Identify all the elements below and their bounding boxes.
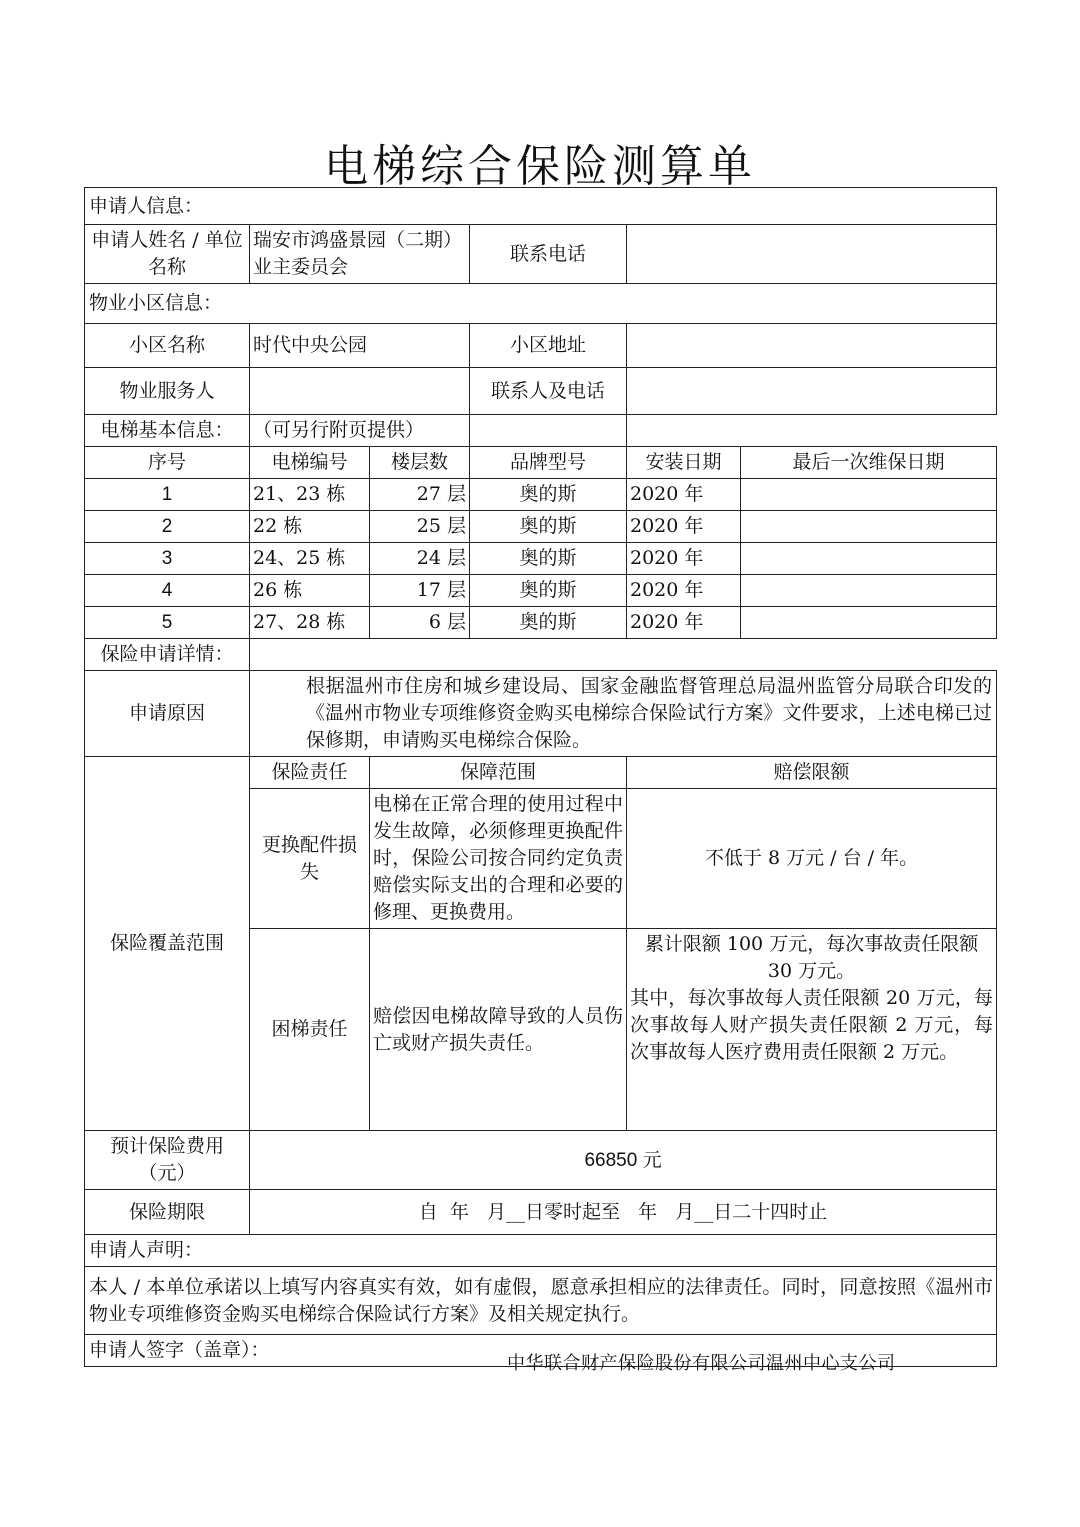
table-row bbox=[85, 511, 997, 543]
row-last-maintenance bbox=[741, 479, 997, 511]
col-header-last-maintenance: 最后一次维保日期 bbox=[741, 447, 997, 479]
period-label: 保险期限 bbox=[85, 1190, 250, 1235]
applicant-name-value: 瑞安市鸿盛景园（二期）业主委员会 bbox=[250, 225, 470, 284]
row-index: 1 bbox=[85, 479, 250, 511]
row-last-maintenance bbox=[741, 575, 997, 607]
insurance-section-heading: 保险申请详情： bbox=[85, 639, 250, 671]
row-brand: 奥的斯 bbox=[470, 607, 627, 639]
declaration-text: 本人 / 本单位承诺以上填写内容真实有效，如有虚假，愿意承担相应的法律责任。同时，同意按照《温州市物业专项维修资金购买电梯综合保险试行方案》及相关规定执行。 bbox=[85, 1267, 997, 1335]
row-last-maintenance bbox=[741, 543, 997, 575]
col-header-brand: 品牌型号 bbox=[470, 447, 627, 479]
table-row bbox=[85, 575, 997, 607]
insurance-form-table bbox=[84, 187, 997, 1367]
row-install-date: 2020 年 bbox=[627, 511, 741, 543]
table-row bbox=[85, 479, 997, 511]
row-install-date: 2020 年 bbox=[627, 607, 741, 639]
reason-label: 申请原因 bbox=[85, 671, 250, 757]
applicant-phone-value bbox=[627, 225, 997, 284]
row-index: 2 bbox=[85, 511, 250, 543]
row-brand: 奥的斯 bbox=[470, 479, 627, 511]
table-row bbox=[85, 543, 997, 575]
company-name: 中华联合财产保险股份有限公司温州中心支公司 bbox=[507, 1353, 896, 1374]
community-address-value bbox=[627, 324, 997, 368]
property-service-value bbox=[250, 368, 470, 415]
community-name-label: 小区名称 bbox=[85, 324, 250, 368]
row-elevator-no: 27、28 栋 bbox=[250, 607, 370, 639]
community-name-value: 时代中央公园 bbox=[250, 324, 470, 368]
empty-cell bbox=[470, 415, 627, 447]
contact-value bbox=[627, 368, 997, 415]
applicant-phone-label: 联系电话 bbox=[470, 225, 627, 284]
coverage-parts-name: 更换配件损失 bbox=[250, 789, 370, 929]
row-floors: 25 层 bbox=[370, 511, 470, 543]
col-header-floors: 楼层数 bbox=[370, 447, 470, 479]
reason-text: 根据温州市住房和城乡建设局、国家金融监督管理总局温州监管分局联合印发的《温州市物业专项维修资金购买电梯综合保险试行方案》文件要求，上述电梯已过保修期，申请购买电梯综合保险。 bbox=[250, 671, 997, 757]
community-address-label: 小区地址 bbox=[470, 324, 627, 368]
elevator-section-note: （可另行附页提供） bbox=[250, 415, 470, 447]
row-elevator-no: 24、25 栋 bbox=[250, 543, 370, 575]
row-brand: 奥的斯 bbox=[470, 575, 627, 607]
table-row bbox=[85, 607, 997, 639]
row-floors: 24 层 bbox=[370, 543, 470, 575]
row-install-date: 2020 年 bbox=[627, 479, 741, 511]
applicant-section-heading: 申请人信息： bbox=[85, 188, 997, 225]
coverage-trapped-limit bbox=[627, 929, 997, 1131]
row-elevator-no: 22 栋 bbox=[250, 511, 370, 543]
row-floors: 27 层 bbox=[370, 479, 470, 511]
row-last-maintenance bbox=[741, 511, 997, 543]
coverage-header-liability: 保险责任 bbox=[250, 757, 370, 789]
coverage-parts-limit: 不低于 8 万元 / 台 / 年。 bbox=[627, 789, 997, 929]
contact-label: 联系人及电话 bbox=[470, 368, 627, 415]
period-value: 自 年 月__日零时起至 年 月__日二十四时止 bbox=[250, 1190, 997, 1235]
coverage-header-limit: 赔偿限额 bbox=[627, 757, 997, 789]
row-floors: 6 层 bbox=[370, 607, 470, 639]
row-brand: 奥的斯 bbox=[470, 543, 627, 575]
premium-label: 预计保险费用（元） bbox=[85, 1131, 250, 1190]
community-section-heading: 物业小区信息： bbox=[85, 284, 997, 324]
row-install-date: 2020 年 bbox=[627, 543, 741, 575]
coverage-trapped-limit-total: 累计限额 100 万元，每次事故责任限额 30 万元。 bbox=[644, 933, 979, 982]
col-header-install-date: 安装日期 bbox=[627, 447, 741, 479]
row-elevator-no: 21、23 栋 bbox=[250, 479, 370, 511]
coverage-label: 保险覆盖范围 bbox=[85, 757, 250, 1131]
coverage-trapped-limit-detail: 其中，每次事故每人责任限额 20 万元，每次事故每人财产损失责任限额 2 万元，每次事故每人医疗费用责任限额 2 万元。 bbox=[630, 987, 994, 1063]
row-index: 5 bbox=[85, 607, 250, 639]
row-last-maintenance bbox=[741, 607, 997, 639]
col-header-index: 序号 bbox=[85, 447, 250, 479]
row-index: 4 bbox=[85, 575, 250, 607]
page-title: 电梯综合保险测算单 bbox=[324, 141, 756, 192]
row-floors: 17 层 bbox=[370, 575, 470, 607]
signature-label: 申请人签字（盖章）： bbox=[85, 1335, 997, 1367]
coverage-trapped-name: 困梯责任 bbox=[250, 929, 370, 1131]
declaration-section-heading: 申请人声明： bbox=[85, 1235, 997, 1267]
premium-value: 66850 元 bbox=[250, 1131, 997, 1190]
coverage-parts-scope: 电梯在正常合理的使用过程中发生故障，必须修理更换配件时，保险公司按合同约定负责赔偿实际支出的合理和必要的修理、更换费用。 bbox=[370, 789, 627, 929]
empty-cell bbox=[627, 415, 997, 447]
elevator-section-heading: 电梯基本信息： bbox=[85, 415, 250, 447]
coverage-trapped-scope: 赔偿因电梯故障导致的人员伤亡或财产损失责任。 bbox=[370, 929, 627, 1131]
row-index: 3 bbox=[85, 543, 250, 575]
empty-cell bbox=[250, 639, 997, 671]
row-brand: 奥的斯 bbox=[470, 511, 627, 543]
coverage-header-scope: 保障范围 bbox=[370, 757, 627, 789]
row-install-date: 2020 年 bbox=[627, 575, 741, 607]
col-header-elevator-no: 电梯编号 bbox=[250, 447, 370, 479]
property-service-label: 物业服务人 bbox=[85, 368, 250, 415]
elevator-header-row bbox=[85, 447, 997, 479]
row-elevator-no: 26 栋 bbox=[250, 575, 370, 607]
applicant-name-label: 申请人姓名 / 单位名称 bbox=[85, 225, 250, 284]
